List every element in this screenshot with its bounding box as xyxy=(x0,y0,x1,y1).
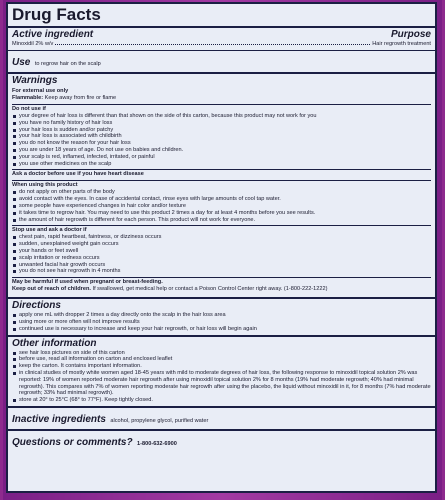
list-item: it takes time to regrow hair. You may need to use this product 2 times a day for at least 4 months before you see results. xyxy=(12,210,431,217)
list-item: you use other medicines on the scalp xyxy=(12,161,431,168)
pregnancy-block xyxy=(12,278,431,295)
list-item: unwanted facial hair growth occurs xyxy=(12,262,431,269)
list-item: avoid contact with the eyes. In case of accidental contact, rinse eyes with large amounts of cool tap water. xyxy=(12,196,431,203)
list-item: you do not know the reason for your hair loss xyxy=(12,140,431,147)
drug-facts-panel xyxy=(6,2,437,493)
list-item: keep the carton. It contains important information. xyxy=(12,363,431,370)
phone-number: 1-800-632-6900 xyxy=(137,440,177,447)
purpose-text: Hair regrowth treatment xyxy=(372,41,431,47)
questions-section xyxy=(8,431,435,452)
list-item: your hair loss is sudden and/or patchy xyxy=(12,127,431,134)
ingredient-name: Minoxidil 2% w/v xyxy=(12,41,54,47)
title-section xyxy=(8,4,435,28)
ask-doctor-text: Ask a doctor before use if you have heart disease xyxy=(12,171,144,178)
directions-section xyxy=(8,299,435,336)
list-item: using more or more often will not improve results xyxy=(12,319,431,326)
list-item: you are under 18 years of age. Do not use on babies and children. xyxy=(12,147,431,154)
ask-doctor-block xyxy=(12,170,431,181)
flammable-text: Keep away from fire or flame xyxy=(44,95,117,101)
list-item: your degree of hair loss is different than that shown on the side of this carton, because this product may not work for you xyxy=(12,113,431,120)
list-item: continued use is necessary to increase and keep your hair regrowth, or hair loss will begin again xyxy=(12,326,431,333)
list-item: apply one mL with dropper 2 times a day directly onto the scalp in the hair loss area xyxy=(12,312,431,319)
leader-dots xyxy=(55,44,370,45)
list-item: do not apply on other parts of the body xyxy=(12,189,431,196)
warnings-section xyxy=(8,74,435,299)
stop-use-block xyxy=(12,226,431,278)
keep-out-label: Keep out of reach of children. xyxy=(12,286,91,293)
active-ingredient-section xyxy=(8,28,435,51)
questions-heading: Questions or comments? xyxy=(12,436,133,448)
list-item: sudden, unexplained weight gain occurs xyxy=(12,241,431,248)
pregnancy-text: May be harmful if used when pregnant or breast-feeding. xyxy=(12,279,163,286)
inactive-ingredients-section xyxy=(8,408,435,431)
use-section xyxy=(8,51,435,74)
list-item: scalp irritation or redness occurs xyxy=(12,255,431,262)
list-item: you do not see hair regrowth in 4 months xyxy=(12,268,431,275)
do-not-use-block xyxy=(12,105,431,170)
when-using-heading: When using this product xyxy=(12,182,78,189)
inactive-text: alcohol, propylene glycol, purified water xyxy=(110,417,209,424)
list-item: the amount of hair regrowth is different for each person. This product will not work for everyone. xyxy=(12,217,431,224)
use-heading: Use xyxy=(12,57,31,68)
other-information-section xyxy=(8,337,435,408)
purpose-heading: Purpose xyxy=(390,29,431,40)
list-item: see hair loss pictures on side of this carton xyxy=(12,350,431,357)
list-item: your scalp is red, inflamed, infected, irritated, or painful xyxy=(12,154,431,161)
list-item: before use, read all information on carton and enclosed leaflet xyxy=(12,356,431,363)
list-item: some people have experienced changes in hair color and/or texture xyxy=(12,203,431,210)
list-item: you have no family history of hair loss xyxy=(12,120,431,127)
other-information-heading: Other information xyxy=(12,337,97,349)
directions-heading: Directions xyxy=(12,300,61,312)
warnings-heading: Warnings xyxy=(12,75,58,86)
inactive-heading: Inactive ingredients xyxy=(12,413,106,425)
list-item: in clinical studies of mostly white women aged 18-45 years with mild to moderate degrees of hair loss, the following response to minoxidil topical solution 2% was reported: 19% of women reported moderate hair regrowth after using minoxidil topical solution 2% for 8 months (19% had moderate regrowth; 40% had minimal regrowth). This compares with 7% of women reporting moderate hair regrowth after using the placebo, the liquid without minoxidil in it, for 8 months (7% had moderate regrowth; 33% had minimal regrowth). xyxy=(12,370,431,397)
flammable-label: Flammable: xyxy=(12,95,44,101)
drug-facts-title: Drug Facts xyxy=(12,5,101,24)
keep-out-text: If swallowed, get medical help or contact a Poison Control Center right away. (1-800-222-1222) xyxy=(92,286,328,293)
do-not-use-heading: Do not use if xyxy=(12,106,46,112)
when-using-block xyxy=(12,181,431,226)
active-ingredient-heading: Active ingredient xyxy=(12,29,94,40)
stop-use-heading: Stop use and ask a doctor if xyxy=(12,227,87,234)
list-item: your hair loss is associated with childbirth xyxy=(12,133,431,140)
list-item: your hands or feet swell xyxy=(12,248,431,255)
list-item: chest pain, rapid heartbeat, faintness, or dizziness occurs xyxy=(12,234,431,241)
use-text: to regrow hair on the scalp xyxy=(34,61,101,67)
list-item: store at 20° to 25°C (68° to 77°F). Keep tightly closed. xyxy=(12,397,431,404)
external-use-text: For external use only xyxy=(12,88,69,94)
